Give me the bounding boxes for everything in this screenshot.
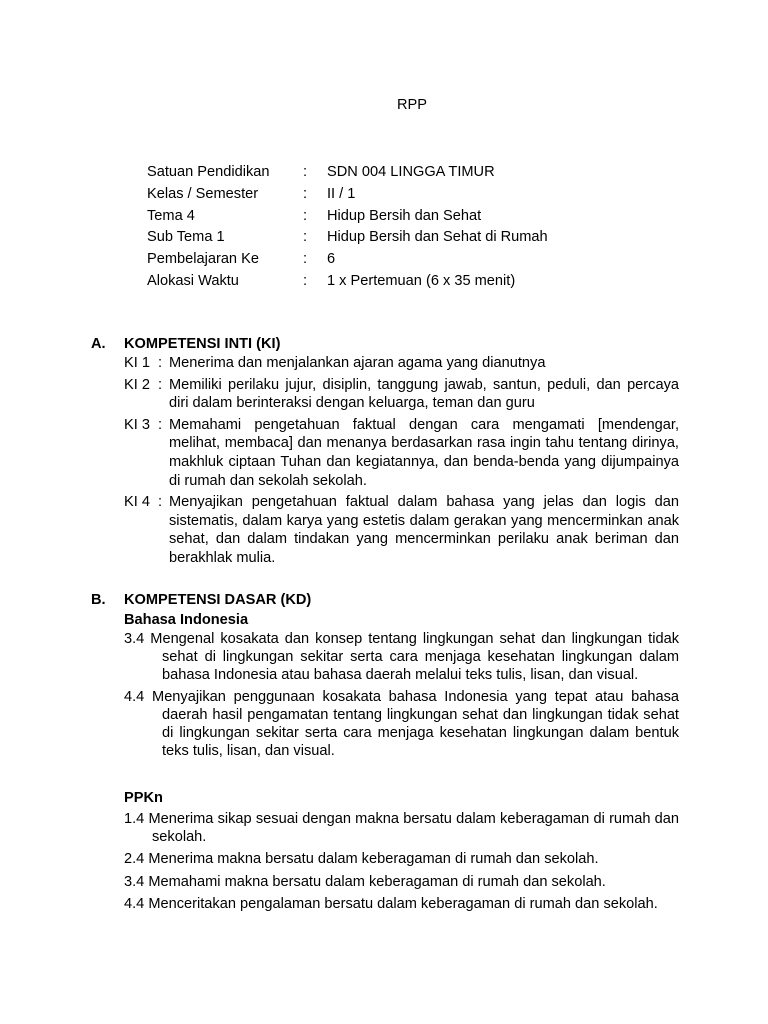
subject-heading-bahasa-indonesia: Bahasa Indonesia (124, 612, 249, 628)
section-heading (91, 334, 679, 354)
ki-item (124, 416, 679, 490)
identity-row-subtema (147, 227, 548, 249)
ki-code: KI 1 (124, 355, 150, 371)
ki-code: KI 4 (124, 494, 150, 511)
section-ppkn (124, 788, 679, 917)
identity-row-tema (147, 206, 548, 228)
identity-row-satuan (147, 162, 548, 184)
section-title: KOMPETENSI INTI (KI) (124, 336, 281, 352)
identity-table (147, 162, 548, 293)
identity-label: Sub Tema 1 (147, 229, 225, 246)
identity-row-pembelajaran (147, 249, 548, 271)
ki-code: KI 3 (124, 416, 150, 433)
ki-text: Menerima dan menjalankan ajaran agama yang dianutnya (169, 355, 546, 371)
ki-list (124, 354, 679, 568)
identity-value: 6 (327, 251, 336, 268)
section-kompetensi-inti (91, 334, 679, 571)
ki-colon: : (158, 494, 163, 511)
identity-colon: : (303, 185, 308, 202)
identity-row-alokasi (147, 271, 548, 293)
identity-label: Kelas / Semester (147, 185, 259, 202)
kd-list (124, 630, 679, 760)
identity-value: II / 1 (327, 185, 356, 202)
kd-item: 3.4 Mengenal kosakata dan konsep tentang lingkungan sehat dan lingkungan tidak sehat di lingkungan sekitar serta cara menjaga kesehatan lingkungan dalam bahasa Indonesia atau bahasa daerah melalui teks tulis, lisan, dan visual. (124, 631, 679, 684)
identity-label: Tema 4 (147, 207, 195, 224)
document-title: RPP (396, 97, 427, 113)
identity-colon: : (303, 164, 308, 180)
section-heading (91, 590, 679, 610)
section-letter: B. (91, 592, 106, 608)
identity-colon: : (303, 207, 308, 224)
section-kompetensi-dasar (91, 590, 679, 763)
ki-code: KI 2 (124, 376, 150, 393)
ki-colon: : (158, 355, 163, 371)
subject-heading-ppkn: PPKn (124, 790, 163, 806)
section-title: KOMPETENSI DASAR (KD) (124, 592, 312, 608)
section-letter: A. (91, 336, 106, 352)
identity-label: Pembelajaran Ke (147, 251, 259, 268)
identity-colon: : (303, 229, 308, 246)
identity-value: Hidup Bersih dan Sehat (327, 207, 482, 224)
kd-item: 4.4 Menceritakan pengalaman bersatu dalam keberagaman di rumah dan sekolah. (124, 895, 658, 912)
ki-colon: : (158, 416, 163, 433)
kd-list (124, 810, 679, 913)
identity-value: Hidup Bersih dan Sehat di Rumah (327, 229, 548, 246)
ki-text: Memiliki perilaku jujur, disiplin, tanggung jawab, santun, peduli, dan percaya diri dalam berinteraksi dengan keluarga, teman dan guru (169, 376, 679, 412)
ki-item (124, 354, 679, 373)
kd-item: 4.4 Menyajikan penggunaan kosakata bahasa Indonesia yang tepat atau bahasa daerah hasil pengamatan tentang lingkungan sehat dan lingkungan tidak sehat di lingkungan sekitar serta cara menjaga kesehatan lingkungan dalam bentuk teks tulis, lisan, dan visual. (124, 688, 679, 760)
identity-value: 1 x Pertemuan (6 x 35 menit) (327, 272, 516, 289)
ki-colon: : (158, 376, 163, 393)
kd-item: 1.4 Menerima sikap sesuai dengan makna bersatu dalam keberagaman di rumah dan sekolah. (124, 811, 679, 846)
identity-colon: : (303, 251, 308, 268)
kd-item: 2.4 Menerima makna bersatu dalam keberagaman di rumah dan sekolah. (124, 851, 599, 868)
ki-item (124, 376, 679, 413)
identity-row-kelas (147, 184, 548, 206)
identity-label: Satuan Pendidikan (147, 164, 270, 180)
identity-label: Alokasi Waktu (147, 272, 239, 289)
kd-item: 3.4 Memahami makna bersatu dalam keberagaman di rumah dan sekolah. (124, 873, 606, 890)
ki-text: Memahami pengetahuan faktual dengan cara mengamati [mendengar, melihat, membaca] dan menanya berdasarkan rasa ingin tahu tentang dirinya, makhluk ciptaan Tuhan dan kegiatannya, dan benda-benda yang dijumpainya di rumah dan sekolah sekolah. (169, 416, 679, 489)
identity-colon: : (303, 272, 308, 289)
ki-item (124, 493, 679, 567)
ki-text: Menyajikan pengetahuan faktual dalam bahasa yang jelas dan logis dan sistematis, dalam karya yang estetis dalam gerakan yang mencerminkan anak sehat, dan dalam tindakan yang mencerminkan perilaku anak beriman dan berakhlak mulia. (169, 494, 679, 566)
identity-value: SDN 004 LINGGA TIMUR (327, 164, 495, 180)
